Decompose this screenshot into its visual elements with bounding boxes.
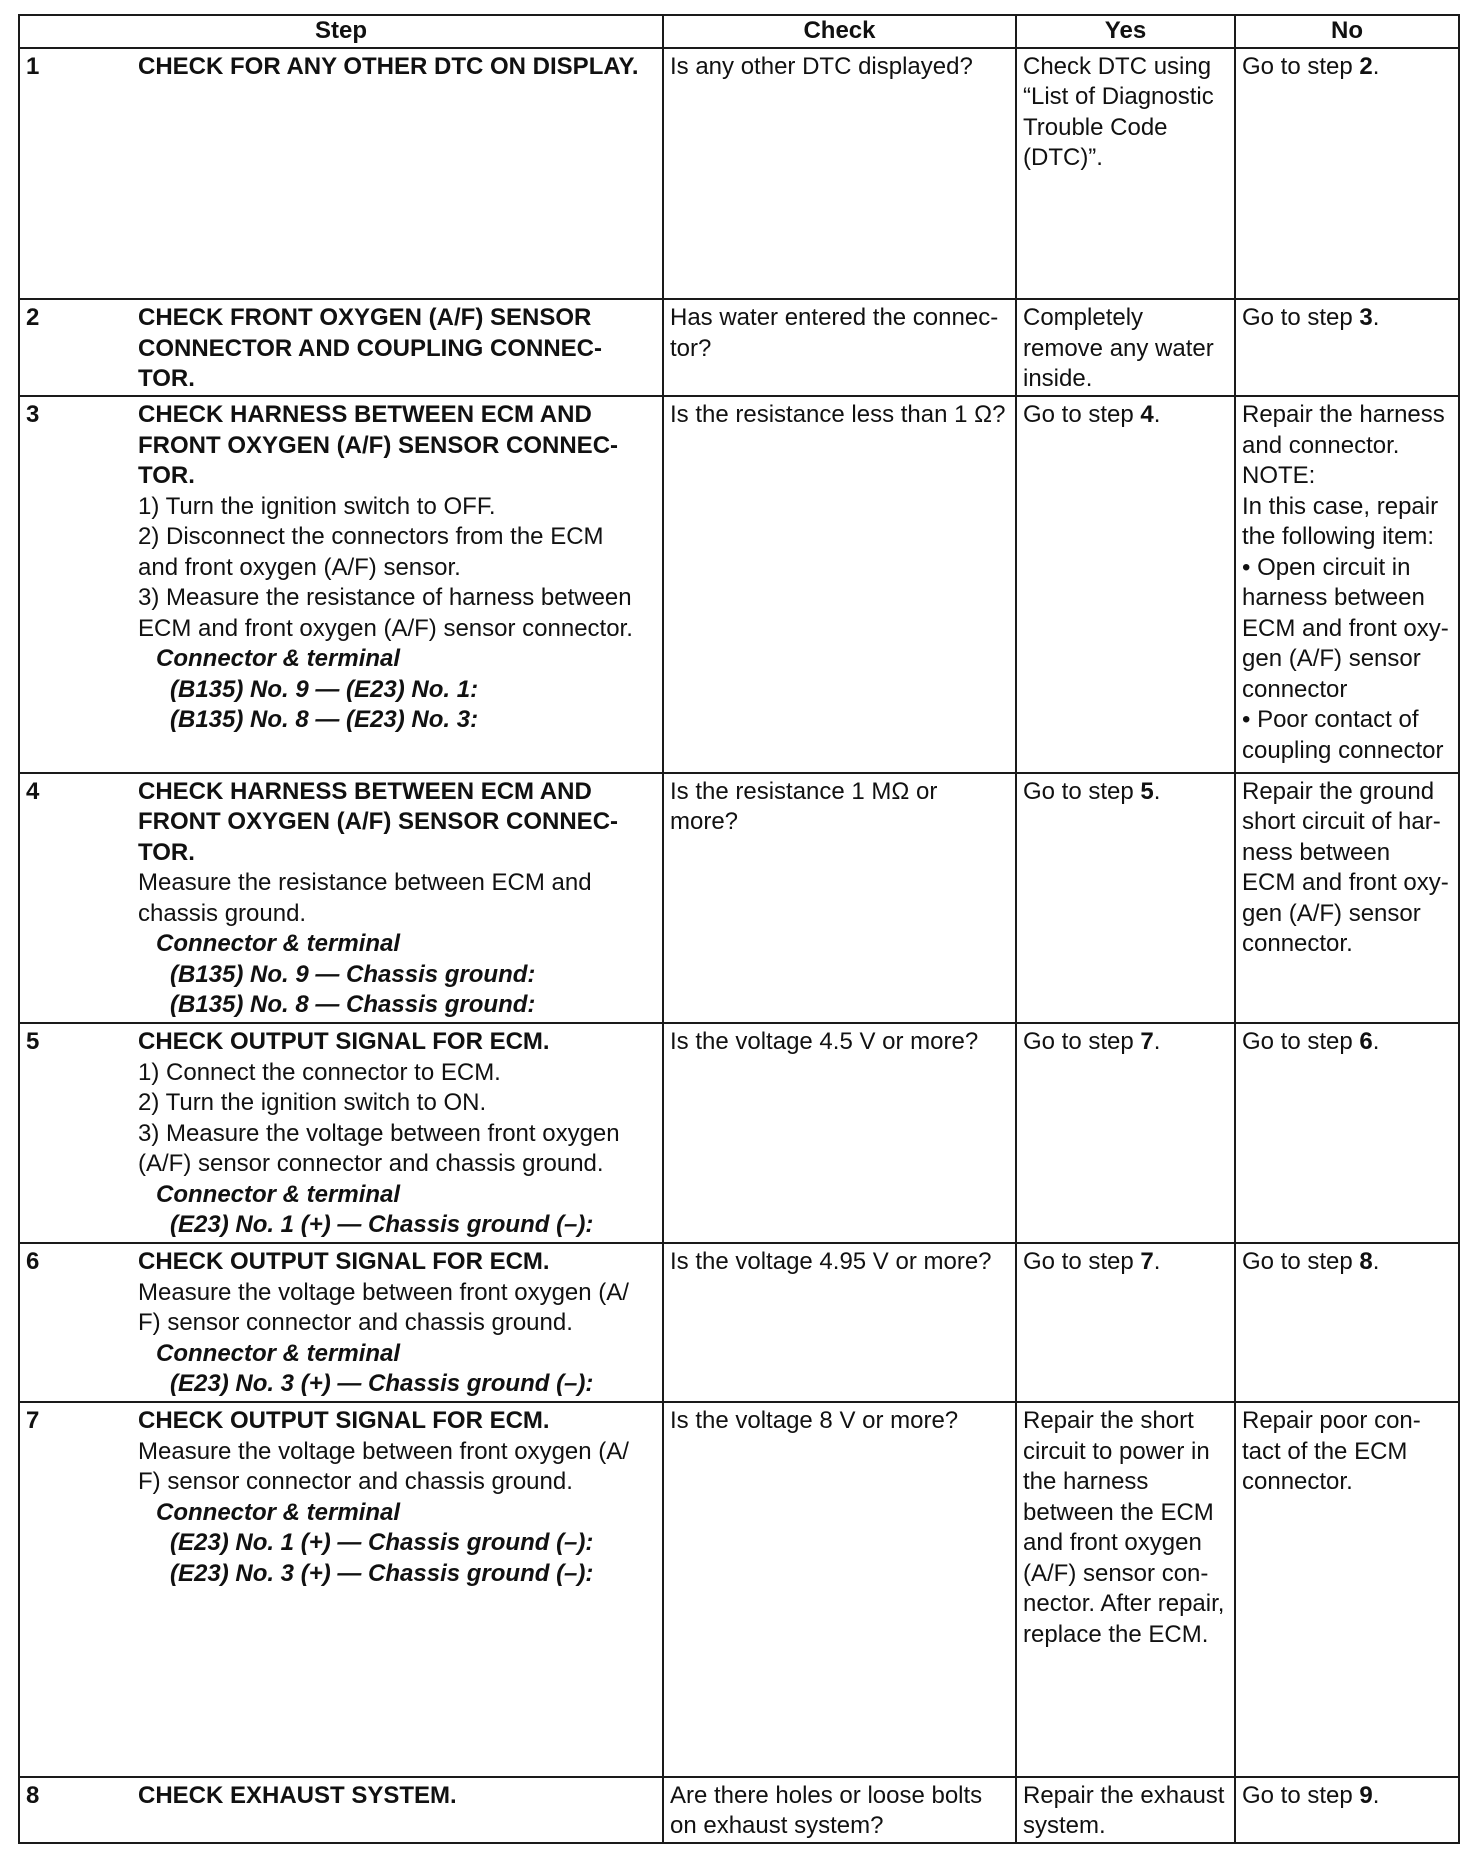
check-cell	[663, 1402, 1016, 1776]
step-title: CHECK OUTPUT SIGNAL FOR ECM.	[138, 1248, 550, 1276]
header-no: No	[1235, 15, 1459, 48]
note-bullet: connector	[1242, 675, 1348, 703]
check-text: Are there holes or loose bolts	[670, 1781, 983, 1809]
terminal-pair: (E23) No. 1 (+) — Chassis ground (–):	[170, 1211, 594, 1239]
yes-text: the harness	[1023, 1468, 1149, 1496]
terminal-pair: (B135) No. 8 — (E23) No. 3:	[170, 706, 479, 734]
table-row	[19, 396, 1459, 772]
yes-cell	[1016, 396, 1235, 772]
diagnostic-procedure-table	[18, 14, 1460, 1844]
check-cell	[663, 396, 1016, 772]
no-cell	[1235, 1777, 1459, 1843]
yes-text: Check DTC using	[1023, 52, 1212, 80]
yes-text: Repair the exhaust	[1023, 1781, 1225, 1809]
yes-cell	[1016, 48, 1235, 300]
step-title: CHECK OUTPUT SIGNAL FOR ECM.	[138, 1407, 550, 1435]
yes-text: Go to step	[1023, 777, 1141, 805]
procedure-line: (A/F) sensor connector and chassis ground.	[138, 1150, 604, 1178]
no-cell	[1235, 396, 1459, 772]
yes-text: (DTC)”.	[1023, 144, 1103, 171]
no-text-end: .	[1372, 304, 1380, 332]
check-cell	[663, 773, 1016, 1024]
step-reference: 4	[1140, 401, 1154, 429]
procedure-line: chassis ground.	[138, 899, 307, 927]
check-text: on exhaust system?	[670, 1812, 884, 1840]
step-title: TOR.	[138, 462, 195, 490]
step-reference: 8	[1359, 1248, 1373, 1276]
step-number: 6	[26, 1248, 40, 1276]
yes-text: (A/F) sensor con-	[1023, 1559, 1209, 1587]
check-cell	[663, 1023, 1016, 1243]
table-row	[19, 1402, 1459, 1776]
step-title: CHECK OUTPUT SIGNAL FOR ECM.	[138, 1028, 550, 1056]
yes-text: and front oxygen	[1023, 1529, 1202, 1557]
no-text: connector.	[1242, 1468, 1353, 1496]
procedure-line: 2) Disconnect the connectors from the ECM	[138, 523, 604, 551]
header-row	[19, 15, 1459, 48]
check-cell	[663, 299, 1016, 396]
yes-cell	[1016, 1777, 1235, 1843]
step-reference: 5	[1140, 777, 1154, 805]
note-text: In this case, repair	[1242, 492, 1439, 520]
yes-text-end: .	[1153, 1248, 1161, 1276]
check-text: Is the resistance less than 1 Ω?	[670, 401, 1006, 429]
yes-text: replace the ECM.	[1023, 1620, 1209, 1648]
no-cell	[1235, 1023, 1459, 1243]
step-title: CHECK FRONT OXYGEN (A/F) SENSOR	[138, 304, 592, 332]
header-step: Step	[19, 15, 663, 48]
step-number: 7	[26, 1407, 40, 1435]
no-cell	[1235, 1243, 1459, 1402]
step-title: CONNECTOR AND COUPLING CONNEC-	[138, 334, 603, 362]
note-bullet: • Poor contact of	[1242, 706, 1419, 734]
no-cell	[1235, 48, 1459, 300]
connector-terminal-label: Connector & terminal	[156, 645, 401, 673]
procedure-line: Measure the voltage between front oxygen (A/	[138, 1437, 629, 1465]
no-text: Repair the ground	[1242, 777, 1435, 805]
table-row	[19, 773, 1459, 1024]
no-text-end: .	[1372, 1781, 1380, 1809]
connector-terminal-label: Connector & terminal	[156, 1339, 401, 1367]
no-text: Go to step	[1242, 1028, 1360, 1056]
step-cell	[19, 1243, 663, 1402]
yes-text: system.	[1023, 1812, 1106, 1840]
step-reference: 2	[1359, 52, 1373, 80]
step-title: CHECK HARNESS BETWEEN ECM AND	[138, 401, 592, 429]
yes-text: Completely	[1023, 304, 1144, 332]
step-number: 5	[26, 1028, 40, 1056]
no-text: short circuit of har-	[1242, 808, 1441, 836]
yes-cell	[1016, 1402, 1235, 1776]
note-bullet: gen (A/F) sensor	[1242, 645, 1421, 673]
yes-text-end: .	[1153, 401, 1161, 429]
check-cell	[663, 48, 1016, 300]
step-title: FRONT OXYGEN (A/F) SENSOR CONNEC-	[138, 808, 619, 836]
table-row	[19, 1777, 1459, 1843]
yes-text: Repair the short	[1023, 1407, 1194, 1435]
connector-terminal-label: Connector & terminal	[156, 1180, 401, 1208]
step-cell	[19, 48, 663, 300]
step-number: 1	[26, 52, 40, 80]
terminal-pair: (B135) No. 9 — (E23) No. 1:	[170, 675, 479, 703]
no-text: gen (A/F) sensor	[1242, 899, 1421, 927]
no-text: Go to step	[1242, 1781, 1360, 1809]
procedure-line: 3) Measure the voltage between front oxygen	[138, 1119, 620, 1147]
note-bullet: coupling connector	[1242, 736, 1444, 764]
step-title: FRONT OXYGEN (A/F) SENSOR CONNEC-	[138, 431, 619, 459]
step-number: 2	[26, 304, 40, 332]
check-text: Is the voltage 4.5 V or more?	[670, 1028, 979, 1056]
terminal-pair: (E23) No. 1 (+) — Chassis ground (–):	[170, 1529, 594, 1557]
step-reference: 7	[1140, 1248, 1154, 1276]
yes-text: between the ECM	[1023, 1498, 1214, 1526]
procedure-line: F) sensor connector and chassis ground.	[138, 1309, 573, 1337]
step-cell	[19, 299, 663, 396]
no-text-end: .	[1372, 1028, 1380, 1056]
step-cell	[19, 1777, 663, 1843]
header-check: Check	[663, 15, 1016, 48]
step-number: 3	[26, 401, 40, 429]
check-cell	[663, 1777, 1016, 1843]
terminal-pair: (B135) No. 8 — Chassis ground:	[170, 991, 536, 1019]
no-text: Repair the harness	[1242, 401, 1445, 429]
yes-text: remove any water	[1023, 334, 1214, 362]
check-text: Is the resistance 1 MΩ or	[670, 777, 938, 805]
yes-text-end: .	[1153, 1028, 1161, 1056]
no-text: ECM and front oxy-	[1242, 869, 1449, 897]
step-reference: 3	[1359, 304, 1373, 332]
yes-text: Go to step	[1023, 1248, 1141, 1276]
procedure-line: and front oxygen (A/F) sensor.	[138, 553, 461, 581]
note-bullet: ECM and front oxy-	[1242, 614, 1449, 642]
check-text: Is the voltage 8 V or more?	[670, 1407, 959, 1435]
yes-text: inside.	[1023, 365, 1093, 393]
yes-text: circuit to power in	[1023, 1437, 1210, 1465]
terminal-pair: (E23) No. 3 (+) — Chassis ground (–):	[170, 1559, 594, 1587]
check-text: Has water entered the connec-	[670, 304, 999, 332]
no-text-end: .	[1372, 1248, 1380, 1276]
yes-text: Go to step	[1023, 1028, 1141, 1056]
header-yes: Yes	[1016, 15, 1235, 48]
yes-text: “List of Diagnostic	[1023, 83, 1214, 110]
no-text: connector.	[1242, 930, 1353, 958]
yes-cell	[1016, 299, 1235, 396]
step-number: 8	[26, 1781, 40, 1809]
no-cell	[1235, 1402, 1459, 1776]
no-cell	[1235, 773, 1459, 1024]
connector-terminal-label: Connector & terminal	[156, 930, 401, 958]
no-text: Go to step	[1242, 304, 1360, 332]
procedure-line: 1) Connect the connector to ECM.	[138, 1058, 501, 1086]
no-text: and connector.	[1242, 431, 1400, 459]
check-text: more?	[670, 808, 739, 836]
no-cell	[1235, 299, 1459, 396]
procedure-line: Measure the resistance between ECM and	[138, 869, 592, 897]
table-row	[19, 48, 1459, 300]
yes-text: Trouble Code	[1023, 113, 1168, 141]
table-row	[19, 299, 1459, 396]
table-row	[19, 1023, 1459, 1243]
step-title: CHECK FOR ANY OTHER DTC ON DISPLAY.	[138, 52, 639, 80]
procedure-line: 3) Measure the resistance of harness between	[138, 584, 632, 612]
note-bullet: harness between	[1242, 584, 1425, 612]
procedure-line: ECM and front oxygen (A/F) sensor connector.	[138, 614, 633, 642]
procedure-line: Measure the voltage between front oxygen (A/	[138, 1278, 629, 1306]
yes-text: nector. After repair,	[1023, 1590, 1225, 1618]
step-title: CHECK HARNESS BETWEEN ECM AND	[138, 777, 592, 805]
no-text: Repair poor con-	[1242, 1407, 1421, 1435]
connector-terminal-label: Connector & terminal	[156, 1498, 401, 1526]
step-cell	[19, 773, 663, 1024]
procedure-line: 1) Turn the ignition switch to OFF.	[138, 492, 496, 520]
no-text: Go to step	[1242, 1248, 1360, 1276]
no-text: ness between	[1242, 838, 1391, 866]
note-bullet: • Open circuit in	[1242, 553, 1411, 581]
check-text: tor?	[670, 334, 712, 362]
yes-cell	[1016, 773, 1235, 1024]
step-title: TOR.	[138, 838, 195, 866]
yes-text-end: .	[1153, 777, 1161, 805]
terminal-pair: (B135) No. 9 — Chassis ground:	[170, 960, 536, 988]
yes-text: Go to step	[1023, 401, 1141, 429]
check-text: Is the voltage 4.95 V or more?	[670, 1248, 992, 1276]
note-text: the following item:	[1242, 523, 1435, 551]
no-text: tact of the ECM	[1242, 1437, 1408, 1465]
procedure-line: F) sensor connector and chassis ground.	[138, 1468, 573, 1496]
yes-cell	[1016, 1243, 1235, 1402]
procedure-line: 2) Turn the ignition switch to ON.	[138, 1089, 487, 1117]
step-title: CHECK EXHAUST SYSTEM.	[138, 1781, 457, 1809]
step-reference: 9	[1359, 1781, 1373, 1809]
step-cell	[19, 1023, 663, 1243]
step-title: TOR.	[138, 365, 195, 393]
table-row	[19, 1243, 1459, 1402]
step-reference: 7	[1140, 1028, 1154, 1056]
terminal-pair: (E23) No. 3 (+) — Chassis ground (–):	[170, 1370, 594, 1398]
step-cell	[19, 1402, 663, 1776]
no-text: Go to step	[1242, 52, 1360, 80]
step-number: 4	[26, 777, 40, 805]
note-label: NOTE:	[1242, 462, 1316, 490]
yes-cell	[1016, 1023, 1235, 1243]
check-cell	[663, 1243, 1016, 1402]
step-cell	[19, 396, 663, 772]
step-reference: 6	[1359, 1028, 1373, 1056]
no-text-end: .	[1372, 52, 1380, 80]
check-text: Is any other DTC displayed?	[670, 52, 973, 80]
